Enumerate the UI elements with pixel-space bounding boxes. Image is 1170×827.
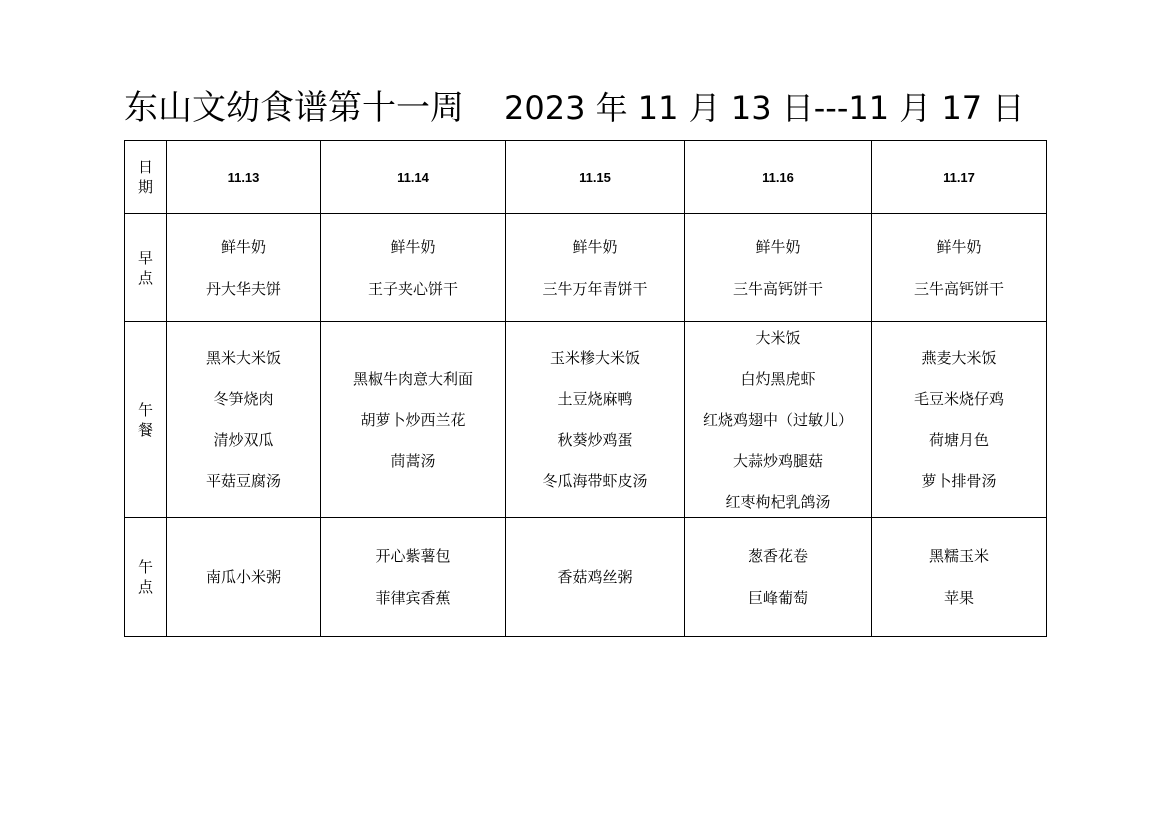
dish-item: 荷塘月色 — [928, 431, 989, 449]
dish-item: 红枣枸杞乳鸽汤 — [725, 492, 831, 511]
dish-item: 黑米大米饭 — [205, 349, 281, 367]
date-cell: 11.17 — [872, 141, 1047, 214]
page-title — [124, 84, 1124, 132]
dish-item: 冬笋烧肉 — [213, 390, 274, 408]
dish-item: 秋葵炒鸡蛋 — [557, 431, 633, 449]
dish-item: 开心紫薯包 — [375, 547, 451, 565]
date-cell: 11.16 — [685, 141, 872, 214]
snack-cell — [506, 518, 685, 637]
title-main: 东山文幼食谱第十一周 — [124, 88, 464, 128]
dish-item: 鲜牛奶 — [220, 237, 266, 256]
date-cell: 11.13 — [167, 141, 321, 214]
lunch-cell — [872, 322, 1047, 518]
dish-item: 平菇豆腐汤 — [205, 472, 281, 490]
dish-item: 南瓜小米粥 — [205, 568, 281, 586]
dish-item: 鲜牛奶 — [936, 237, 982, 256]
dish-item: 土豆烧麻鸭 — [557, 390, 633, 408]
date-cell: 11.14 — [321, 141, 506, 214]
dish-item: 鲜牛奶 — [390, 237, 436, 256]
dish-item: 鲜牛奶 — [572, 237, 618, 256]
dish-item: 葱香花卷 — [747, 547, 808, 565]
breakfast-cell — [321, 214, 506, 322]
date-cell: 11.15 — [506, 141, 685, 214]
dish-item: 香菇鸡丝粥 — [557, 568, 633, 586]
breakfast-cell — [506, 214, 685, 322]
dish-item: 燕麦大米饭 — [921, 349, 997, 367]
row-header-snack: 午 点 — [125, 518, 167, 637]
lunch-cell — [321, 322, 506, 518]
dish-item: 黑糯玉米 — [928, 547, 989, 565]
lunch-cell — [685, 322, 872, 518]
dish-item: 三牛万年青饼干 — [542, 279, 648, 298]
snack-cell — [685, 518, 872, 637]
snack-cell — [321, 518, 506, 637]
dish-item: 大蒜炒鸡腿菇 — [732, 451, 823, 470]
lunch-cell — [506, 322, 685, 518]
lunch-row — [125, 322, 1047, 518]
snack-cell — [167, 518, 321, 637]
lunch-cell — [167, 322, 321, 518]
dish-item: 红烧鸡翅中（过敏儿） — [702, 410, 853, 429]
snack-cell — [872, 518, 1047, 637]
dish-item: 巨峰葡萄 — [747, 589, 808, 607]
breakfast-cell — [872, 214, 1047, 322]
dish-item: 毛豆米烧仔鸡 — [913, 390, 1004, 408]
title-date-range: 2023 年 11 月 13 日---11 月 17 日 — [504, 89, 1025, 127]
menu-table — [124, 140, 1047, 637]
dish-item: 丹大华夫饼 — [205, 279, 281, 298]
row-header-breakfast: 早 点 — [125, 214, 167, 322]
dish-item: 三牛高钙饼干 — [913, 279, 1004, 298]
row-header-lunch: 午 餐 — [125, 322, 167, 518]
dish-item: 鲜牛奶 — [755, 237, 801, 256]
dish-item: 胡萝卜炒西兰花 — [360, 410, 466, 429]
breakfast-cell — [167, 214, 321, 322]
breakfast-row — [125, 214, 1047, 322]
dish-item: 三牛高钙饼干 — [732, 279, 823, 298]
breakfast-cell — [685, 214, 872, 322]
dish-item: 苹果 — [943, 589, 974, 607]
dish-item: 冬瓜海带虾皮汤 — [542, 472, 648, 490]
dish-item: 萝卜排骨汤 — [921, 472, 997, 490]
dish-item: 菲律宾香蕉 — [375, 589, 451, 607]
row-header-date: 日 期 — [125, 141, 167, 214]
dish-item: 清炒双瓜 — [213, 431, 274, 449]
date-row — [125, 141, 1047, 214]
dish-item: 玉米糁大米饭 — [549, 349, 640, 367]
dish-item: 茼蒿汤 — [390, 451, 436, 470]
snack-row — [125, 518, 1047, 637]
dish-item: 白灼黑虎虾 — [740, 369, 816, 388]
dish-item: 大米饭 — [755, 328, 801, 347]
dish-item: 黑椒牛肉意大利面 — [352, 369, 473, 388]
dish-item: 王子夹心饼干 — [367, 279, 458, 298]
